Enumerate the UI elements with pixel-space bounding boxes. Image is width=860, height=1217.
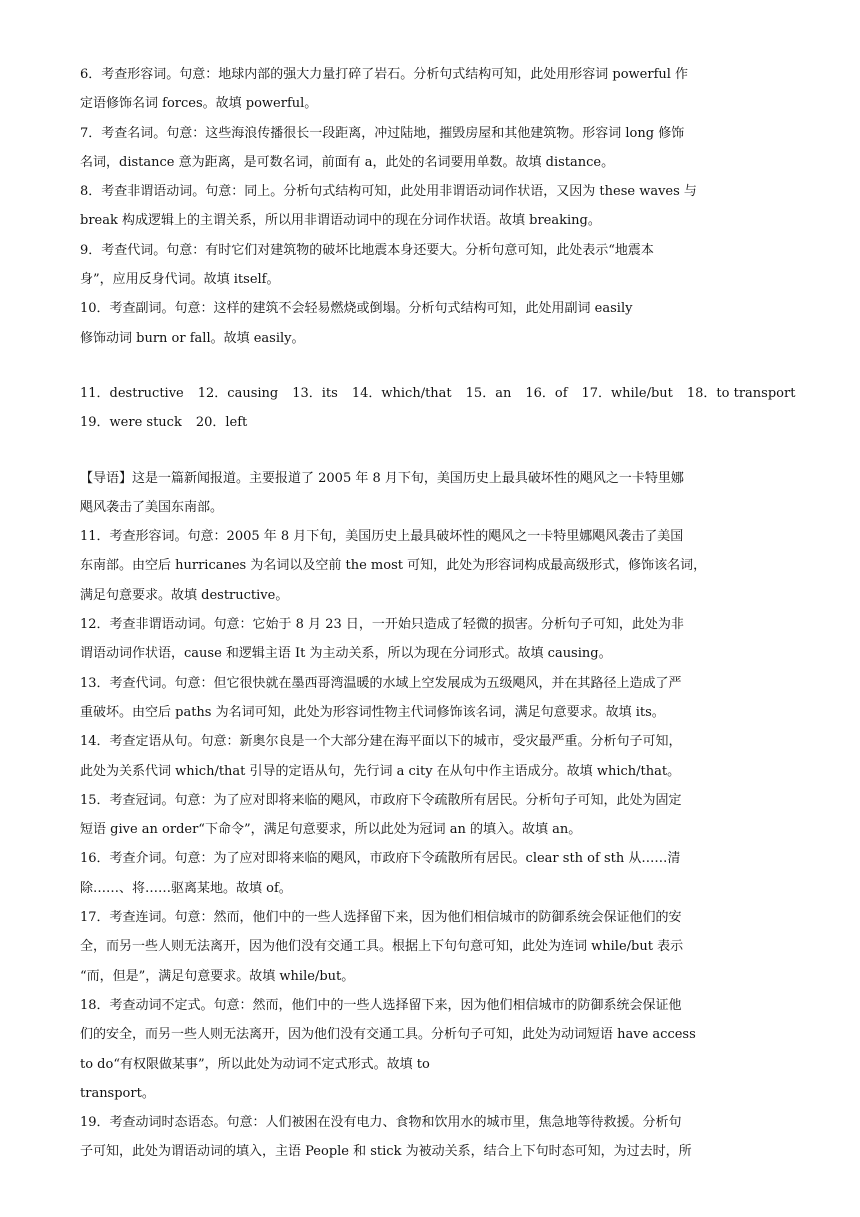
text-line: 重破坏。由空后 paths 为名词可知，此处为形容词性物主代词修饰该名词，满足句意要求。故填 its。 [80,704,665,720]
text-line: 名词，distance 意为距离，是可数名词，前面有 a，此处的名词要用单数。故填 distance。 [80,154,615,170]
text-line: 全，而另一些人则无法离开，因为他们没有交通工具。根据上下句句意可知，此处为连词 while/but 表示 [80,939,684,955]
text-line: 东南部。由空后 hurricanes 为名词以及空前 the most 可知，此处为形容词构成最高级形式，修饰该名词， [80,558,707,574]
text-line: 16．考查介词。句意：为了应对即将来临的飓风，市政府下令疏散所有居民。clear sth of sth 从……清 [80,851,681,867]
text-line: 【导语】这是一篇新闻报道。主要报道了 2005 年 8 月下旬，美国历史上最具破坏性的飓风之一卡特里娜 [80,470,684,486]
text-line: break 构成逻辑上的主谓关系，所以用非谓语动词中的现在分词作状语。故填 breaking。 [80,213,601,229]
text-line: 子可知，此处为谓语动词的填入，主语 People 和 stick 为被动关系，结合上下句时态可知，为过去时，所 [80,1144,692,1160]
answer-item: 18．to transport [686,385,796,401]
text-line: 定语修饰名词 forces。故填 powerful。 [80,96,318,112]
answer-row [80,408,780,437]
document-page [80,60,796,1167]
text-line: 短语 give an order“下命令”，满足句意要求，所以此处为冠词 an 的填入。故填 an。 [80,822,582,838]
spacer [80,353,780,379]
text-line: 14．考查定语从句。句意：新奥尔良是一个大部分建在海平面以下的城市，受灾最严重。分析句子可知， [80,734,682,750]
explanations-6-10 [80,60,780,353]
text-line: “而，但是”，满足句意要求。故填 while/but。 [80,968,355,984]
spacer [80,438,780,464]
answer-key [80,379,796,438]
answer-item: 20．left [195,415,248,431]
text-line: 此处为关系代词 which/that 引导的定语从句，先行词 a city 在从句中作主语成分。故填 which/that。 [80,763,681,779]
answer-item: 16．of [525,385,568,401]
text-line: 11．考查形容词。句意：2005 年 8 月下旬，美国历史上最具破坏性的飓风之一卡特里娜飓风袭击了美国 [80,529,684,545]
text-line: 们的安全，而另一些人则无法离开，因为他们没有交通工具。分析句子可知，此处为动词短语 have access [80,1027,696,1043]
text-line: 9．考查代词。句意：有时它们对建筑物的破坏比地震本身还要大。分析句意可知，此处表示“地震本 [80,242,654,258]
text-line: 6．考查形容词。句意：地球内部的强大力量打碎了岩石。分析句式结构可知，此处用形容词 powerful 作 [80,67,689,82]
answer-item: 13．its [292,385,338,401]
text-line: 19．考查动词时态语态。句意：人们被困在没有电力、食物和饮用水的城市里，焦急地等待救援。分析句 [80,1115,682,1131]
text-line: 17．考查连词。句意：然而，他们中的一些人选择留下来，因为他们相信城市的防御系统会保证他们的安 [80,910,682,926]
text-line: 满足句意要求。故填 destructive。 [80,587,289,603]
text-line: 8．考查非谓语动词。句意：同上。分析句式结构可知，此处用非谓语动词作状语，又因为 these waves 与 [80,184,697,200]
answer-item: 12．causing [197,385,279,401]
text-line: to do“有权限做某事”，所以此处为动词不定式形式。故填 to [80,1056,430,1072]
answer-item: 15．an [465,385,512,401]
answer-item: 19．were stuck [80,415,182,431]
text-line: transport。 [80,1085,155,1101]
text-line: 7．考查名词。句意：这些海浪传播很长一段距离，冲过陆地，摧毁房屋和其他建筑物。形容词 long 修饰 [80,125,685,141]
answer-item: 11．destructive [80,385,184,401]
text-line: 身”，应用反身代词。故填 itself。 [80,272,280,288]
text-line: 除……、将……驱离某地。故填 of。 [80,880,292,896]
answer-item: 17．while/but [581,385,673,401]
text-line: 12．考查非谓语动词。句意：它始于 8 月 23 日，一开始只造成了轻微的损害。分析句子可知，此处为非 [80,617,684,633]
text-line: 谓语动词作状语，cause 和逻辑主语 It 为主动关系，所以为现在分词形式。故填 causing。 [80,646,612,662]
explanations-11-20 [80,464,780,1167]
text-line: 飓风袭击了美国东南部。 [80,499,224,515]
answer-row [80,379,796,408]
text-line: 18．考查动词不定式。句意：然而，他们中的一些人选择留下来，因为他们相信城市的防御系统会保证他 [80,997,682,1013]
text-line: 10．考查副词。句意：这样的建筑不会轻易燃烧或倒塌。分析句式结构可知，此处用副词 easily [80,301,633,317]
text-line: 15．考查冠词。句意：为了应对即将来临的飓风，市政府下令疏散所有居民。分析句子可知，此处为固定 [80,792,682,808]
text-line: 修饰动词 burn or fall。故填 easily。 [80,330,305,346]
text-line: 13．考查代词。句意：但它很快就在墨西哥湾温暖的水域上空发展成为五级飓风，并在其路径上造成了严 [80,675,682,691]
answer-item: 14．which/that [351,385,452,401]
